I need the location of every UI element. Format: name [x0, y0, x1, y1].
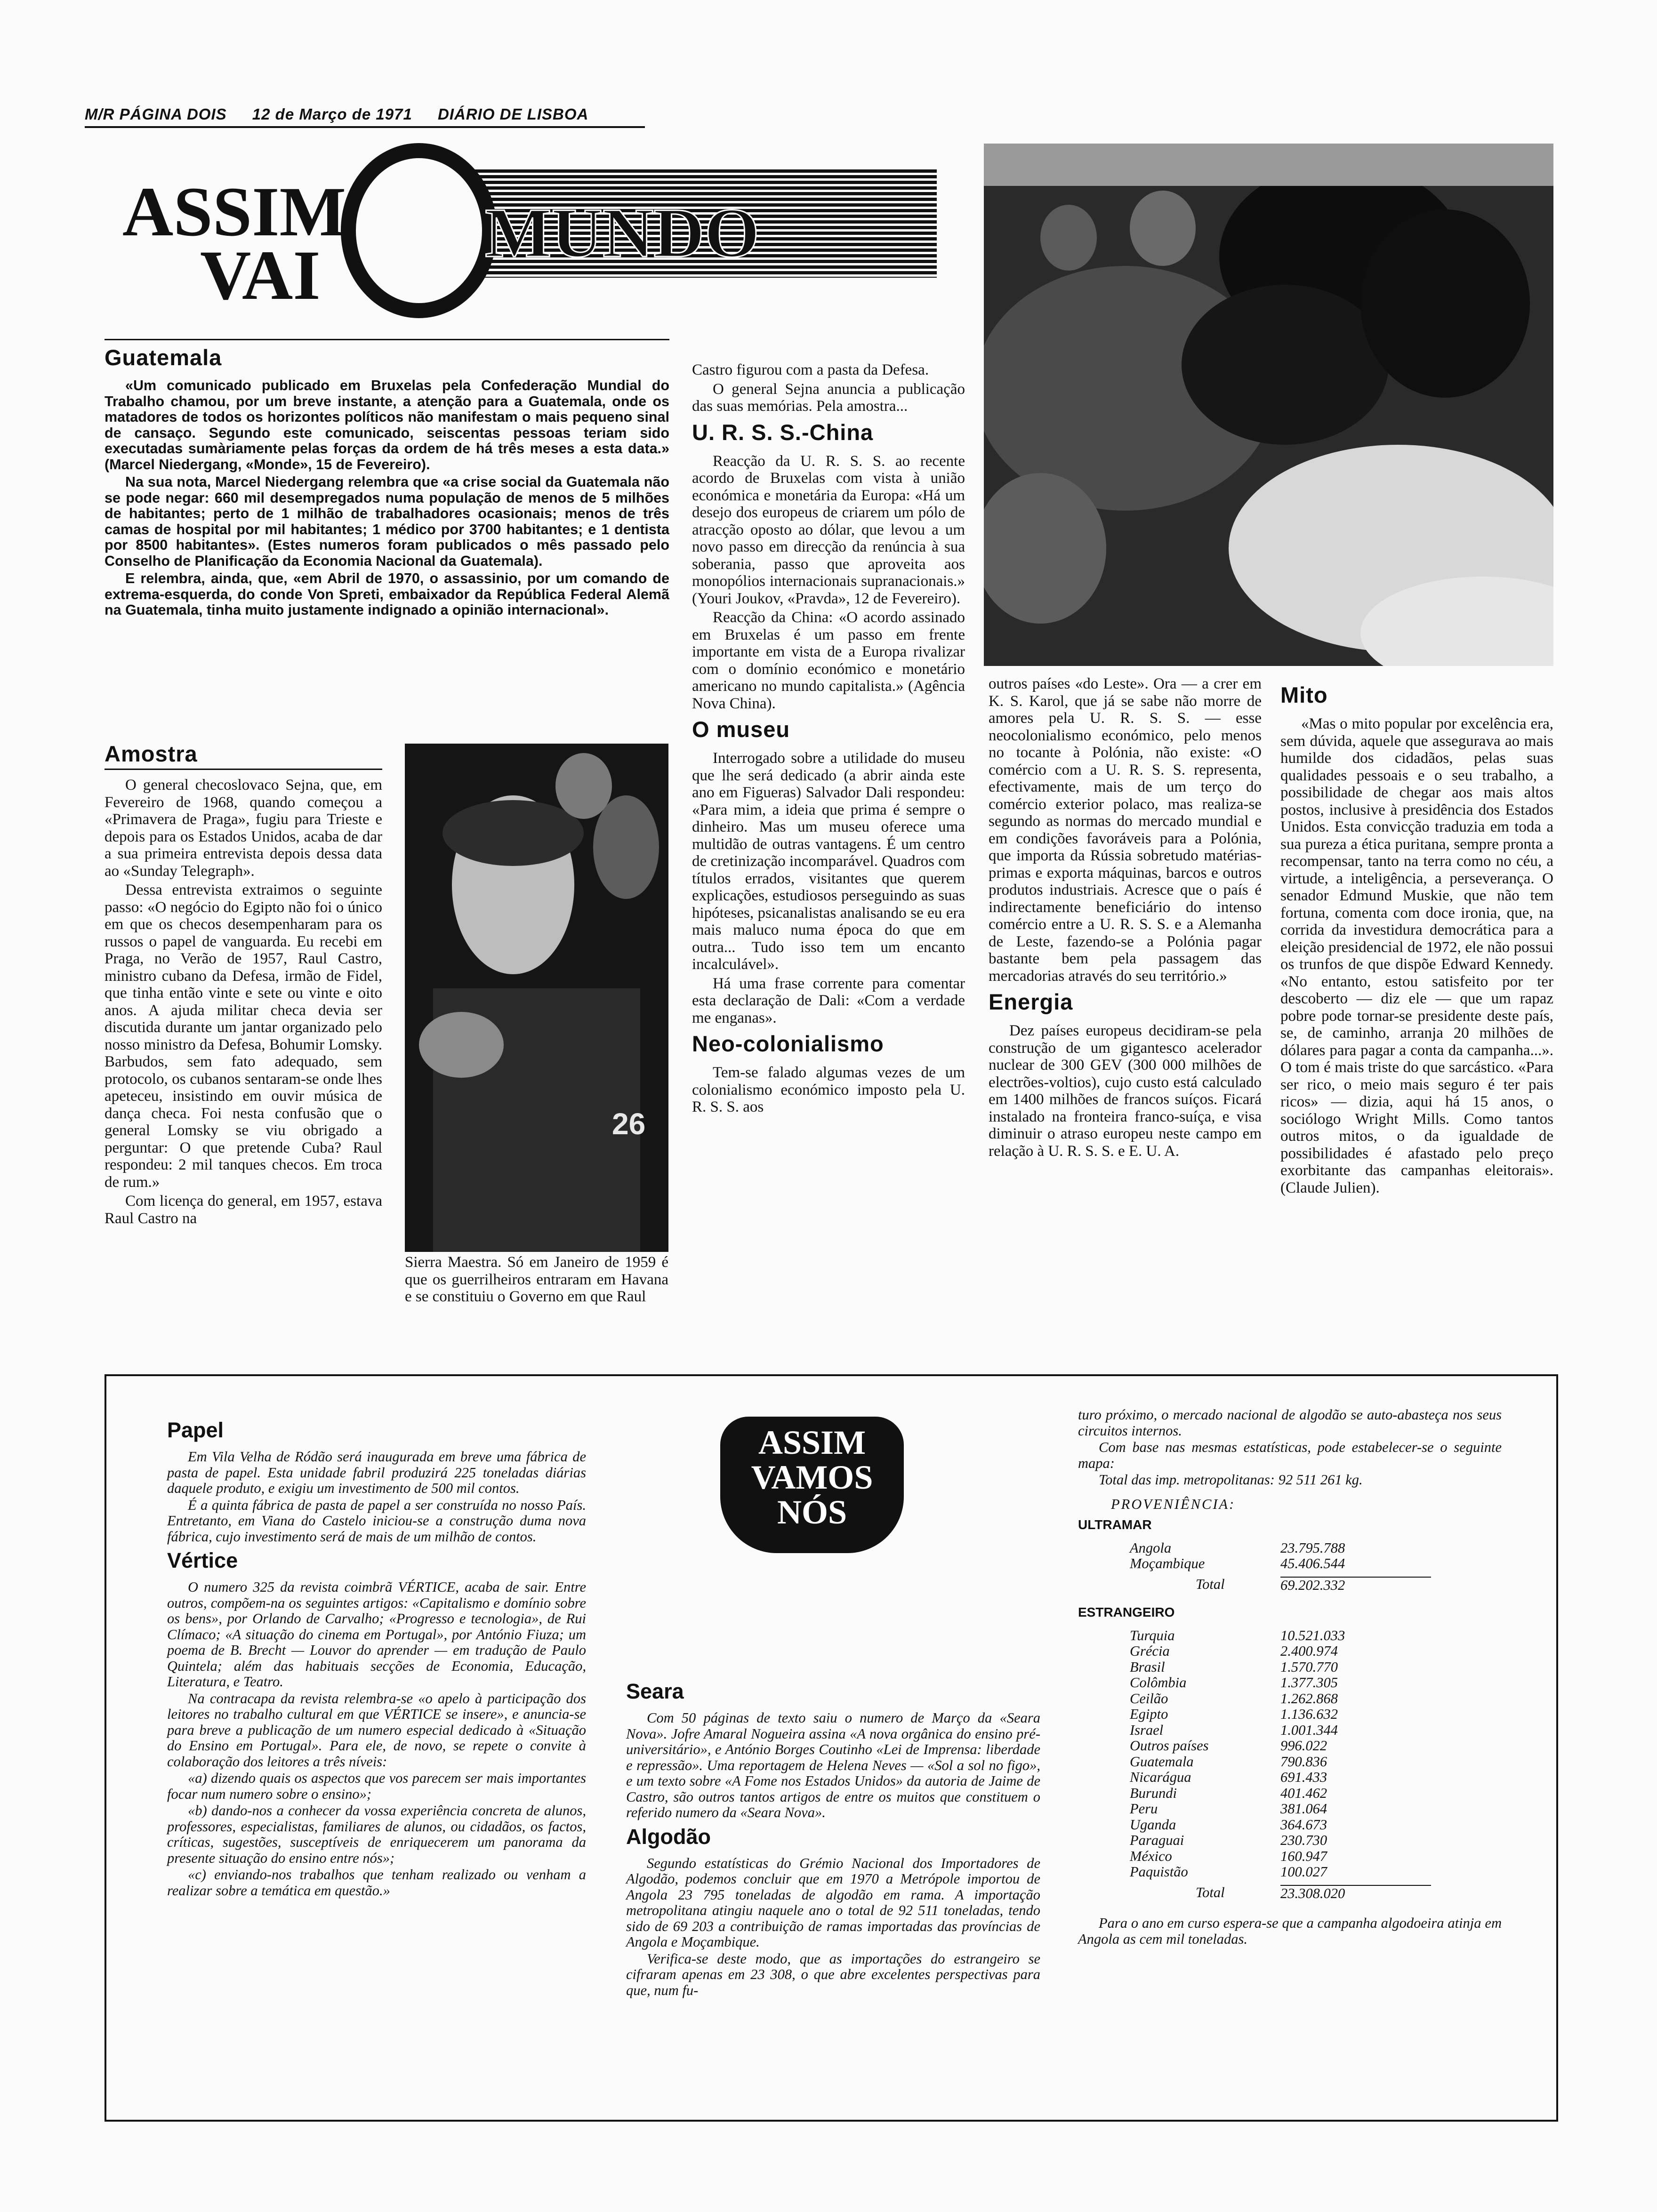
- vertice-item: «b) dando-nos a conhecer da vossa experiência concreta de alunos, professores, especialistas, familiares de alunos, ou cidadãos, os factos, críticas, sugestões, susceptíveis de enriquecerem um panorama da presente situação do ensino entre nós»;: [167, 1803, 586, 1866]
- country-name: Ceilão: [1130, 1690, 1168, 1707]
- column-5: [1280, 678, 1553, 1198]
- estrangeiro-row: [1130, 1738, 1431, 1754]
- heading-amostra: Amostra: [105, 740, 382, 770]
- import-value: 1.136.632: [1280, 1706, 1338, 1722]
- table-heading-ultramar: ULTRAMAR: [1078, 1517, 1152, 1532]
- import-value: 45.406.544: [1280, 1555, 1345, 1571]
- sejna-paragraph: O general Sejna anuncia a publicação das suas memórias. Pela amostra...: [692, 380, 965, 415]
- estrangeiro-row: [1130, 1817, 1431, 1833]
- country-name: México: [1130, 1848, 1172, 1864]
- estrangeiro-row: [1130, 1770, 1431, 1786]
- heading-energia: Energia: [989, 989, 1073, 1014]
- heading-urss-china: U. R. S. S.-China: [692, 419, 874, 445]
- photo-soldier: [405, 744, 668, 1252]
- masthead-date: 12 de Março de 1971: [252, 105, 412, 123]
- estrangeiro-row: [1130, 1723, 1431, 1739]
- import-value: 1.570.770: [1280, 1659, 1338, 1675]
- nos-logo-line: VAMOS: [751, 1459, 873, 1496]
- heading-vertice: Vértice: [167, 1548, 238, 1572]
- algodao-paragraph: Com base nas mesmas estatísticas, pode estabelecer-se o seguinte mapa:: [1078, 1439, 1502, 1471]
- cotton-table: [1078, 1497, 1502, 1902]
- ultramar-total-label: Total: [1196, 1576, 1225, 1592]
- energia-paragraph: Dez países europeus decidiram-se pela construção de um gigantesco acelerador nuclear de 300 GEV (300 000 milhões de electrões-voltios), cujo custo está calculado em 1400 milhões de francos suíços. Ficará instalado na fronteira franco-suíça, e visa diminuir o atraso europeu neste campo em relação à U. R. S. S. e E. U. A.: [989, 1022, 1262, 1160]
- country-name: Israel: [1130, 1722, 1164, 1738]
- total-imports-line: Total das imp. metropolitanas: 92 511 261 kg.: [1099, 1472, 1363, 1488]
- museu-paragraph: Há uma frase corrente para comentar esta declaração de Dali: «Com a verdade me enganas».: [692, 975, 965, 1026]
- country-name: Egipto: [1130, 1706, 1168, 1722]
- import-value: 160.947: [1280, 1848, 1327, 1864]
- import-value: 401.462: [1280, 1785, 1327, 1801]
- vertice-paragraph: Na contracapa da revista relembra-se «o apelo à participação dos leitores no trabalho cultural em que VÉRTICE se insere», e anuncia-se para breve a publicação de um numero especial dedicado à «Situação do Ensino em Portugal». Para ele, de novo, se repete o convite à colaboração dos leitores a três níveis:: [167, 1690, 586, 1770]
- country-name: Colômbia: [1130, 1675, 1187, 1691]
- heading-museu: O museu: [692, 717, 790, 742]
- estrangeiro-row: [1130, 1628, 1431, 1644]
- vertice-item: «a) dizendo quais os aspectos que vos parecem ser mais importantes focar num numero sobre o ensino»;: [167, 1770, 586, 1802]
- import-value: 790.836: [1280, 1753, 1327, 1770]
- estrangeiro-row: [1130, 1754, 1431, 1770]
- logo-word-mundo: MUNDO: [485, 194, 760, 272]
- logo-word-assim: ASSIM: [122, 173, 346, 251]
- estrangeiro-row: [1130, 1643, 1431, 1659]
- masthead-paper: DIÁRIO DE LISBOA: [437, 105, 589, 123]
- import-value: 230.730: [1280, 1832, 1327, 1848]
- import-value: 1.262.868: [1280, 1690, 1338, 1707]
- country-name: Burundi: [1130, 1785, 1177, 1801]
- import-value: 1.377.305: [1280, 1675, 1338, 1691]
- estrangeiro-row: [1130, 1786, 1431, 1802]
- nos-logo-line: NÓS: [777, 1493, 847, 1531]
- column-1: [105, 339, 669, 620]
- photo-caption: Sierra Maestra. Só em Janeiro de 1959 é que os guerrilheiros entraram em Havana e se constituiu o Governo em que Raul: [405, 1254, 668, 1305]
- papel-paragraph: Em Vila Velha de Ródão será inaugurada em breve uma fábrica de pasta de papel. Esta unidade fabril produzirá 225 toneladas diárias daquele produto, e exigiu um investimento de 500 mil contos.: [167, 1449, 586, 1496]
- nos-logo-line: ASSIM: [758, 1424, 866, 1461]
- estrangeiro-row: [1130, 1833, 1431, 1849]
- nos-column-1: [167, 1414, 586, 1899]
- papel-paragraph: É a quinta fábrica de pasta de papel a ser construída no nosso País. Entretanto, em Viana do Castelo iniciou-se a construção duma nova fábrica, cujo investimento será de mais de um milhão de contos.: [167, 1497, 586, 1545]
- import-value: 10.521.033: [1280, 1627, 1345, 1643]
- estrangeiro-row: [1130, 1675, 1431, 1691]
- import-value: 364.673: [1280, 1816, 1327, 1833]
- import-value: 1.001.344: [1280, 1722, 1338, 1738]
- import-value: 996.022: [1280, 1738, 1327, 1754]
- country-name: Paraguai: [1130, 1832, 1184, 1848]
- amostra-paragraph: Com licença do general, em 1957, estava Raul Castro na: [105, 1193, 382, 1227]
- country-name: Brasil: [1130, 1659, 1165, 1675]
- vertice-item: «c) enviando-nos trabalhos que tenham realizado ou venham a realizar sobre a temática em questão.»: [167, 1867, 586, 1899]
- import-value: 100.027: [1280, 1864, 1327, 1880]
- estrangeiro-rows: [1130, 1628, 1431, 1880]
- import-value: 23.795.788: [1280, 1539, 1345, 1556]
- museu-paragraph: Interrogado sobre a utilidade do museu que lhe será dedicado (a abrir ainda este ano em Figueras) Salvador Dali respondeu: «Para mim, a ideia que prima é sempre o dinheiro. Mas um museu oferece uma multidão de outras vantagens. É um centro de cretinização incomparável. Quadros com títulos errados, visitantes que querem explicações, estudiosos perseguindo as suas hipóteses, psicanalistas analisando se eu era mais maluco numa época do que em outra... Tudo isso tem um encanto incalculável».: [692, 750, 965, 973]
- guatemala-paragraph: Na sua nota, Marcel Niedergang relembra que «a crise social da Guatemala não se pode negar: 660 mil desempregados numa população de menos de 5 milhões de habitantes; perto de 1 milhão de trabalhadores ocasionais; menos de três camas de hospital por mil habitantes; 1 médico por 3700 habitantes; e 1 dentista por 8500 habitantes». (Estes numeros foram publicados o mês passado pelo Conselho de Planificação da Economia Nacional da Guatemala).: [105, 474, 669, 569]
- guatemala-paragraph: «Um comunicado publicado em Bruxelas pela Confederação Mundial do Trabalho chamou, por um breve instante, a atenção para a Guatemala, onde os matadores de todos os horizontes políticos não manifestam o mais pequeno sinal de cansaço. Segundo este comunicado, seiscentas pessoas teriam sido executadas sumàriamente pelas forças da ordem de há três meses a esta data.» (Marcel Niedergang, «Monde», 15 de Fevereiro).: [105, 377, 669, 473]
- ultramar-total-value: 69.202.332: [1280, 1577, 1431, 1594]
- masthead: [85, 105, 650, 123]
- estrangeiro-row: [1130, 1849, 1431, 1865]
- mito-paragraph: «Mas o mito popular por excelência era, sem dúvida, aquele que assegurava ao mais humilde dos cidadãos, pelas suas qualidades pessoais e o seu trabalho, a possibilidade de chegar aos mais altos postos, inclusive à presidência dos Estados Unidos. Esta convicção traduzia em toda a sua pureza a ética puritana, sempre pronta a recompensar, tanto na terra como no céu, a virtude, a inteligência, a perseverança. O senador Edmund Muskie, que não tem fortuna, comenta com doce ironia, que, na corrida da investidura democrática para a eleição presidencial de 1972, ele não possui os trunfos de que dispõe Edward Kennedy. «No entanto, estou satisfeito por ter descoberto — diz ele — que um rapaz pobre pode tornar-se presidente deste país, se, de caminho, arranja 20 milhões de dólares para pagar a conta da campanha...». O tom é mais triste do que sarcástico. «Para ser rico, o meio mais seguro é ter pais ricos» — dizia, aqui há 15 anos, o sociólogo Wright Mills. Como tantos outros mitos, o da igualdade de possibilidades é afastado pelo preço exorbitante das campanhas eleitorais». (Claude Julien).: [1280, 715, 1553, 1196]
- photo-crowd-image: [984, 144, 1553, 666]
- table-heading-estrangeiro: ESTRANGEIRO: [1078, 1605, 1175, 1619]
- heading-neo-colonialismo: Neo-colonialismo: [692, 1031, 884, 1056]
- ultramar-rows: [1130, 1540, 1431, 1572]
- import-value: 2.400.974: [1280, 1643, 1338, 1659]
- algodao-closing: Para o ano em curso espera-se que a campanha algodoeira atinja em Angola as cem mil toneladas.: [1078, 1915, 1502, 1947]
- algodao-paragraph: Segundo estatísticas do Grémio Nacional dos Importadores de Algodão, podemos concluir que em 1970 a Metrópole importou de Angola 23 795 toneladas de algodão em rama. A importação metropolitana atingiu naquele ano o total de 92 511 toneladas, tendo sido de 69 203 a contribuição de ramas importadas das províncias de Angola e Moçambique.: [626, 1855, 1040, 1950]
- country-name: Guatemala: [1130, 1753, 1194, 1770]
- guatemala-paragraph: E relembra, ainda, que, «em Abril de 1970, o assassinio, por um comando de extrema-esquerda, do conde Von Spreti, embaixador da República Federal Alemã na Guatemala, tinha muito justamente indignado a opinião internacional».: [105, 570, 669, 618]
- nos-logo: [720, 1417, 904, 1553]
- country-name: Angola: [1130, 1539, 1172, 1556]
- heading-papel: Papel: [167, 1418, 224, 1442]
- masthead-rule: [85, 126, 645, 128]
- estrangeiro-total-label: Total: [1196, 1884, 1225, 1900]
- estrangeiro-row: [1130, 1659, 1431, 1675]
- estrangeiro-row: [1130, 1864, 1431, 1880]
- column-4: [989, 675, 1262, 1162]
- china-paragraph: Reacção da China: «O acordo assinado em Bruxelas é um passo em frente importante em vista de a Europa rivalizar com o domínio económico e monetário americano no mundo capitalista.» (Agência Nova China).: [692, 609, 965, 712]
- amostra-paragraph: Dessa entrevista extraimos o seguinte passo: «O negócio do Egipto não foi o único em que os checos desempenharam para os russos o papel de vanguarda. Eu recebi em Praga, no Verão de 1957, Raul Castro, ministro cubano da Defesa, irmão de Fidel, que tinha então vinte e sete ou vinte e oito anos. A ajuda militar checa devia ser discutida durante um jantar organizado pelo nosso ministro da Defesa, Bohumir Lomsky. Barbudos, sem fato adequado, sem protocolo, os cubanos sentaram-se onde lhes apeteceu, insistindo em ouvir música de dança checa. Foi nesta confusão que o general Lomsky se viu obrigado a perguntar: O que pretende Cuba? Raul respondeu: 2 mil tanques checos. Em troca de rum.»: [105, 882, 382, 1191]
- masthead-section: M/R PÁGINA DOIS: [85, 105, 227, 123]
- country-name: Uganda: [1130, 1816, 1176, 1833]
- photo-crowd: [984, 144, 1553, 666]
- estrangeiro-total-value: 23.308.020: [1280, 1885, 1431, 1902]
- country-name: Grécia: [1130, 1643, 1170, 1659]
- urss-paragraph: Reacção da U. R. S. S. ao recente acordo de Bruxelas com vista à união económica e monetária da Europa: «Há um desejo dos europeus de criarem um pólo de atracção oposto ao dólar, que levou a um novo passo em direcção da renúncia à sua soberania, passo que aproveita aos monopólios internacionais supranacionais.» (Youri Joukov, «Pravda», 12 de Fevereiro).: [692, 452, 965, 607]
- neo-paragraph: Tem-se falado algumas vezes de um colonialismo económico imposto pela U. R. S. S. aos: [692, 1064, 965, 1115]
- country-name: Turquia: [1130, 1627, 1175, 1643]
- heading-mito: Mito: [1280, 682, 1328, 707]
- table-heading-proveniencia: PROVENIÊNCIA:: [1111, 1496, 1236, 1512]
- amostra-column: [105, 737, 382, 1229]
- heading-algodao: Algodão: [626, 1824, 711, 1849]
- seara-paragraph: Com 50 páginas de texto saiu o numero de Março da «Seara Nova». Jofre Amaral Nogueira assina «A nova orgânica do ensino pré-universitário», e António Borges Coutinho «Lei de Imprensa: liberdade e repressão». Uma reportagem de Helena Neves — «Sol a sol no figo», e um texto sobre «A Fome nos Estados Unidos» da autoria de Jaime de Castro, são outros tantos artigos de entre os muitos que constituem o referido numero da «Seara Nova».: [626, 1710, 1040, 1820]
- nos-column-2: [626, 1675, 1040, 1999]
- photo-soldier-image: [405, 744, 668, 1252]
- column-1-rule: [105, 339, 669, 340]
- ultramar-row: [1130, 1540, 1431, 1556]
- section-logo: [113, 141, 951, 329]
- estrangeiro-row: [1130, 1801, 1431, 1817]
- import-value: 691.433: [1280, 1769, 1327, 1785]
- vertice-paragraph: O numero 325 da revista coimbrã VÉRTICE, acaba de sair. Entre outros, compõem-na os seguintes artigos: «Capitalismo e domínio sobre os bens», por Orlando de Carvalho; «Progresso e tecnologia», de Rui Clímaco; «A situação do cinema em Portugal», por António Fiuza; um poema de B. Brecht — Louvor do aprender — em tradução de Paulo Quintela; além das habituais secções de Economia, Educação, Literatura, e Teatro.: [167, 1579, 586, 1690]
- import-value: 381.064: [1280, 1801, 1327, 1817]
- nos-column-3: [1078, 1407, 1502, 1948]
- algodao-continued: turo próximo, o mercado nacional de algodão se auto-abasteça nos seus circuitos internos.: [1078, 1407, 1502, 1439]
- logo-word-vai: VAI: [200, 236, 321, 314]
- amostra-paragraph: O general checoslovaco Sejna, que, em Fevereiro de 1968, quando começou a «Primavera de Praga», fugiu para Trieste e depois para os Estados Unidos, acaba de dar a sua primeira entrevista depois dessa data ao «Sunday Telegraph».: [105, 777, 382, 880]
- logo-ring-o: [348, 151, 490, 311]
- country-name: Moçambique: [1130, 1555, 1205, 1571]
- algodao-paragraph: Verifica-se deste modo, que as importações do estrangeiro se cifraram apenas em 23 308, o que abre excelentes perspectivas para que, num fu-: [626, 1950, 1040, 1998]
- karol-paragraph: outros países «do Leste». Ora — a crer em K. S. Karol, que já se sabe não morre de amores pela U. R. S. S. — esse neocolonialismo económico, pelo menos no tocante à Polónia, não existe: «O comércio com a U. R. S. S. representa, efectivamente, mais de um terço do comércio exterior polaco, mas realiza-se segundo as normas do mercado mundial e em condições favoráveis para a Polónia, que importa da Rússia sobretudo matérias-primas e exporta máquinas, barcos e outros produtos industriais. Acresce que o país é indirectamente beneficiário do intenso comércio entre a U. R. S. S. e a Alemanha de Leste, fazendo-se a Polónia pagar bastante bem pela passagem das mercadorias através do seu território.»: [989, 675, 1262, 985]
- heading-guatemala: Guatemala: [105, 345, 222, 370]
- country-name: Outros países: [1130, 1738, 1209, 1754]
- country-name: Nicarágua: [1130, 1769, 1191, 1785]
- photo-jersey-number: 26: [612, 1107, 646, 1141]
- estrangeiro-row: [1130, 1707, 1431, 1723]
- country-name: Paquistão: [1130, 1864, 1188, 1880]
- estrangeiro-total-row: [1130, 1885, 1431, 1902]
- estrangeiro-row: [1130, 1691, 1431, 1707]
- ultramar-total-row: [1130, 1577, 1431, 1594]
- continued-paragraph: Castro figurou com a pasta da Defesa.: [692, 361, 929, 378]
- ultramar-row: [1130, 1556, 1431, 1572]
- heading-seara: Seara: [626, 1679, 684, 1703]
- column-3: [692, 361, 965, 1118]
- country-name: Peru: [1130, 1801, 1158, 1817]
